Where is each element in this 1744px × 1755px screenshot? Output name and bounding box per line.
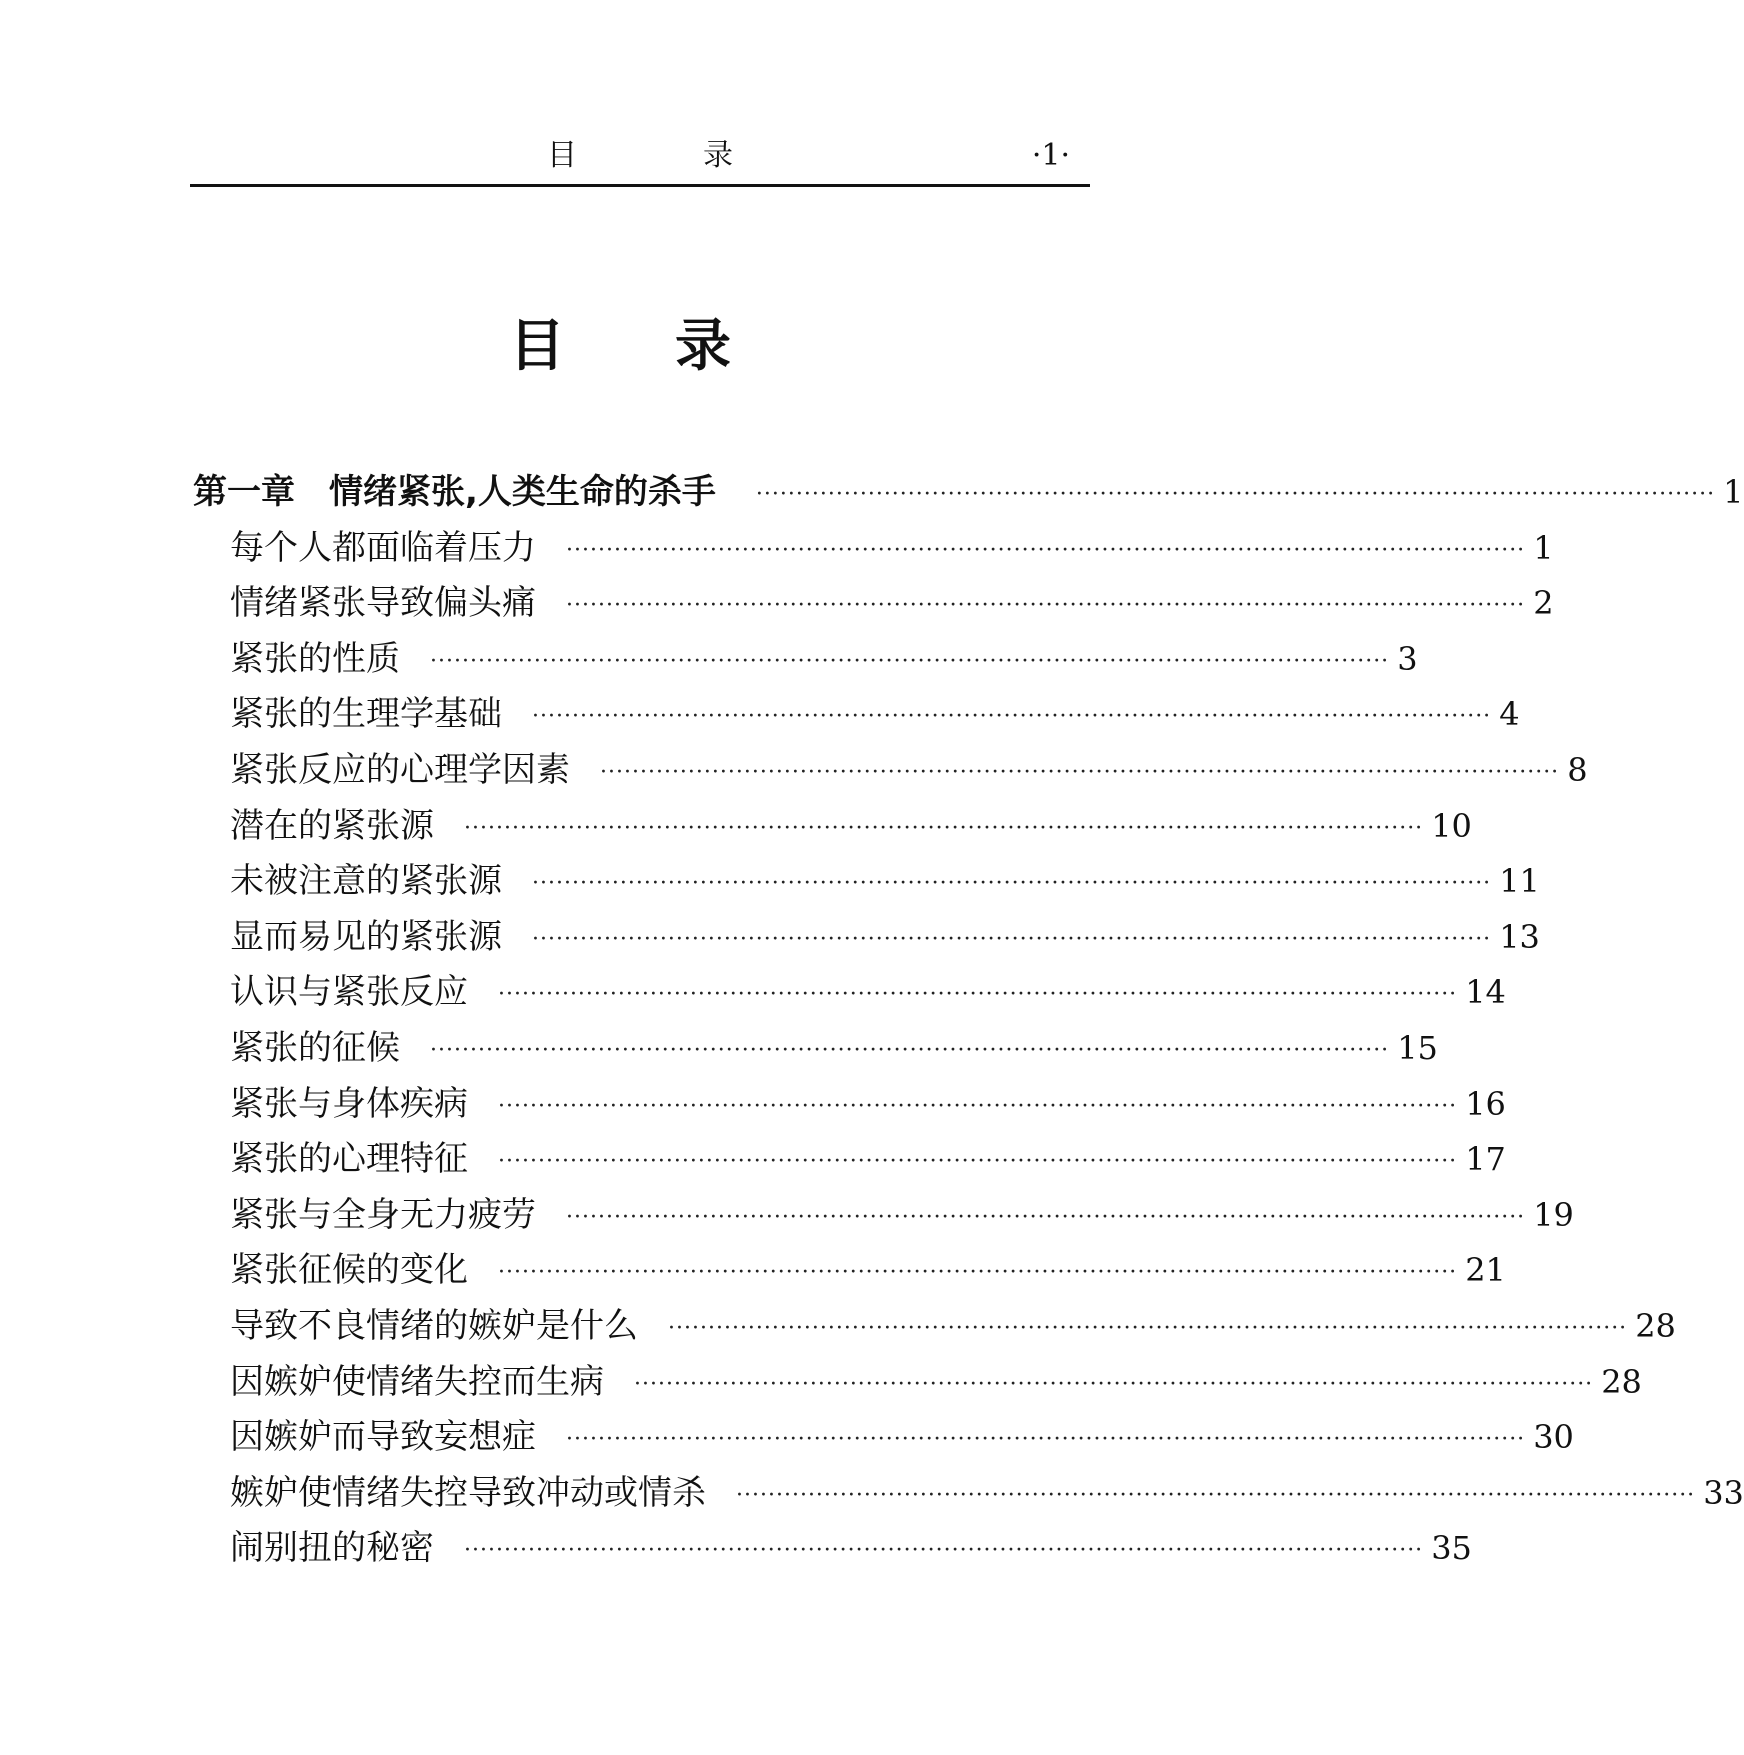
toc-entry-title: 紧张征候的变化 <box>230 1250 468 1290</box>
toc-entry-page: 13 <box>1499 918 1540 956</box>
toc-entry-title: 紧张的心理特征 <box>230 1139 468 1179</box>
dot-leader: ························································································································ <box>498 1149 1458 1174</box>
toc-entry <box>230 965 1506 1015</box>
toc-entry-title: 紧张的征候 <box>230 1028 400 1068</box>
toc-entry-title: 因嫉妒而导致妄想症 <box>230 1417 536 1457</box>
dot-leader: ························································································································ <box>566 593 1526 618</box>
toc-entry-page: 28 <box>1635 1307 1676 1345</box>
dot-leader: ························································································································ <box>532 927 1492 952</box>
dot-leader: ························································································································ <box>430 649 1390 674</box>
toc-entry <box>230 1132 1506 1182</box>
toc-entry-title: 闹别扭的秘密 <box>230 1528 434 1568</box>
toc-entry-title: 第一章 情绪紧张,人类生命的杀手 <box>193 472 716 512</box>
toc-entry-page: 8 <box>1567 751 1588 789</box>
toc-entry-page: 1 <box>1723 473 1744 511</box>
toc-entry-page: 30 <box>1533 1418 1574 1456</box>
toc-entry-title: 显而易见的紧张源 <box>230 917 502 957</box>
toc-entry <box>230 576 1554 626</box>
dot-leader: ························································································································ <box>532 871 1492 896</box>
dot-leader: ························································································································ <box>755 482 1716 507</box>
running-head-title: 目 录 <box>547 138 781 173</box>
dot-leader: ························································································································ <box>566 1427 1526 1452</box>
toc-entry <box>230 632 1418 682</box>
toc-entry-title: 每个人都面临着压力 <box>230 528 536 568</box>
toc-entry-page: 2 <box>1533 584 1554 622</box>
toc-entry-page: 19 <box>1533 1196 1574 1234</box>
toc-entry <box>230 1466 1744 1516</box>
toc-entry <box>230 1077 1506 1127</box>
dot-leader: ························································································································ <box>464 816 1424 841</box>
toc-entry-page: 10 <box>1431 807 1472 845</box>
dot-leader: ························································································································ <box>532 704 1492 729</box>
dot-leader: ························································································································ <box>600 760 1560 785</box>
dot-leader: ························································································································ <box>566 1205 1526 1230</box>
toc-entry-title: 紧张的生理学基础 <box>230 694 502 734</box>
toc-entry-title: 嫉妒使情绪失控导致冲动或情杀 <box>230 1473 706 1513</box>
dot-leader: ························································································································ <box>498 982 1458 1007</box>
toc-entry-page: 17 <box>1465 1140 1506 1178</box>
toc-entry-page: 14 <box>1465 973 1506 1011</box>
running-head <box>190 136 1090 187</box>
toc-entry-title: 认识与紧张反应 <box>230 972 468 1012</box>
toc-entry-page: 28 <box>1601 1363 1642 1401</box>
dot-leader: ························································································································ <box>464 1538 1424 1563</box>
toc-entry <box>230 799 1472 849</box>
page-title: 目录 <box>509 313 841 379</box>
toc-entry <box>230 1021 1438 1071</box>
toc-entry-page: 1 <box>1533 529 1554 567</box>
dot-leader: ························································································································ <box>566 538 1526 563</box>
toc-entry <box>230 854 1540 904</box>
toc-entry-page: 16 <box>1465 1085 1506 1123</box>
dot-leader: ························································································································ <box>736 1483 1696 1508</box>
toc-entry-title: 紧张的性质 <box>230 639 400 679</box>
toc-entry <box>230 687 1520 737</box>
toc-entry <box>230 521 1554 571</box>
toc-entry-page: 35 <box>1431 1529 1472 1567</box>
page-number: ·1· <box>1031 138 1070 173</box>
dot-leader: ························································································································ <box>498 1094 1458 1119</box>
toc-entry-page: 11 <box>1499 862 1540 900</box>
toc-entry-page: 21 <box>1465 1251 1506 1289</box>
toc-entry-page: 33 <box>1703 1474 1744 1512</box>
toc-entry-page: 15 <box>1397 1029 1438 1067</box>
toc-entry <box>230 1410 1574 1460</box>
dot-leader: ························································································································ <box>634 1372 1594 1397</box>
toc-entry <box>230 743 1588 793</box>
dot-leader: ························································································································ <box>430 1038 1390 1063</box>
dot-leader: ························································································································ <box>668 1316 1628 1341</box>
toc-entry <box>230 1521 1472 1571</box>
toc-entry-page: 3 <box>1397 640 1418 678</box>
toc-entry-title: 因嫉妒使情绪失控而生病 <box>230 1362 604 1402</box>
toc-entry-title: 情绪紧张导致偏头痛 <box>230 583 536 623</box>
toc-entry-title: 紧张与全身无力疲劳 <box>230 1195 536 1235</box>
toc-chapter-entry <box>193 465 1744 515</box>
toc-entry <box>230 1188 1574 1238</box>
toc-entry <box>230 1243 1506 1293</box>
toc-entry-title: 导致不良情绪的嫉妒是什么 <box>230 1306 638 1346</box>
toc-entry <box>230 1299 1676 1349</box>
toc-entry <box>230 910 1540 960</box>
toc-entry <box>230 1355 1642 1405</box>
toc-entry-title: 潜在的紧张源 <box>230 806 434 846</box>
toc-entry-title: 未被注意的紧张源 <box>230 861 502 901</box>
toc-entry-title: 紧张与身体疾病 <box>230 1084 468 1124</box>
dot-leader: ························································································································ <box>498 1260 1458 1285</box>
toc-entry-page: 4 <box>1499 695 1520 733</box>
toc-entry-title: 紧张反应的心理学因素 <box>230 750 570 790</box>
